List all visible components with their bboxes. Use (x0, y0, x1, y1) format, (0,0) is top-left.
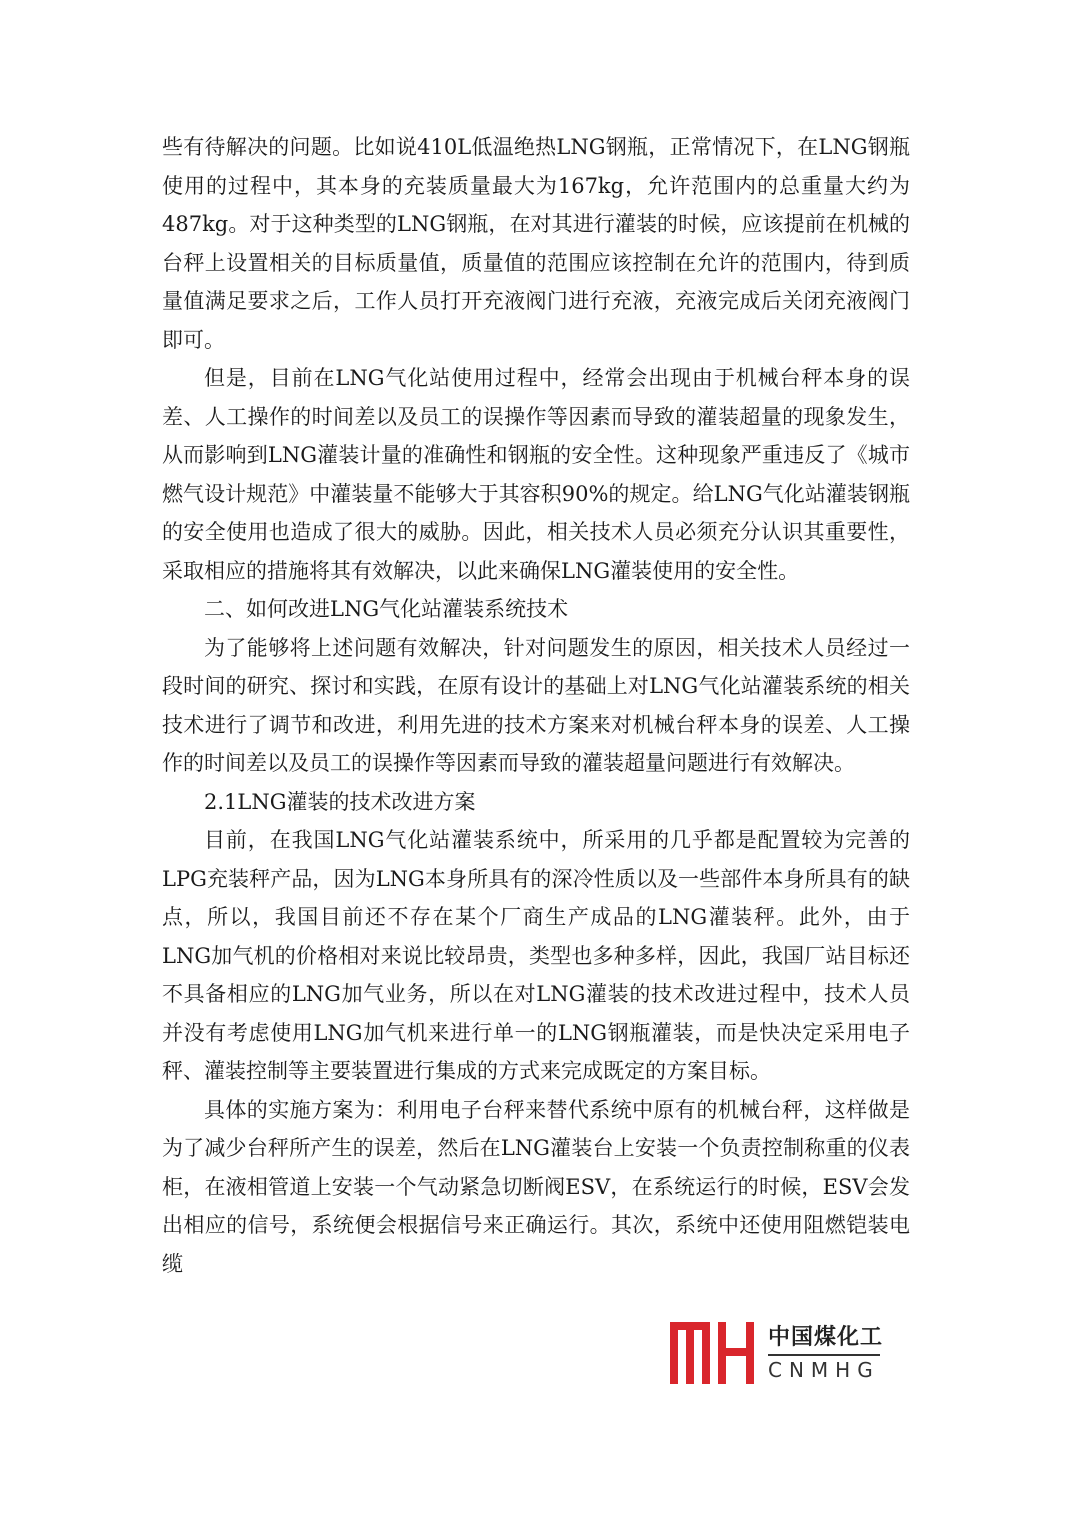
body-text (162, 128, 910, 1283)
paragraph-filling-issue: 但是，目前在LNG气化站使用过程中，经常会出现由于机械台秤本身的误差、人工操作的时间差以及员工的误操作等因素而导致的灌装超量的现象发生，从而影响到LNG灌装计量的准确性和钢瓶的安全性。这种现象严重违反了《城市燃气设计规范》中灌装量不能够大于其容积90%的规定。给LNG气化站灌装钢瓶的安全使用也造成了很大的威胁。因此，相关技术人员必须充分认识其重要性，采取相应的措施将其有效解决，以此来确保LNG灌装使用的安全性。 (162, 366, 910, 583)
logo-divider (768, 1354, 880, 1356)
logo-name-cn: 中国煤化工 (768, 1325, 884, 1350)
subsection-heading-2-1: 2.1LNG灌装的技术改进方案 (204, 789, 476, 814)
watermark-logo (668, 1314, 888, 1388)
paragraph-implementation: 具体的实施方案为：利用电子台秤来替代系统中原有的机械台秤，这样做是为了减少台秤所产生的误差，然后在LNG灌装台上安装一个负责控制称重的仪表柜，在液相管道上安装一个气动紧急切断阀ESV，在系统运行的时候，ESV会发出相应的信号，系统便会根据信号来正确运行。其次，系统中还使用阻燃铠装电缆 (162, 1097, 910, 1276)
paragraph-improvement-intro: 为了能够将上述问题有效解决，针对问题发生的原因，相关技术人员经过一段时间的研究、探讨和实践，在原有设计的基础上对LNG气化站灌装系统的相关技术进行了调节和改进，利用先进的技术方案来对机械台秤本身的误差、人工操作的时间差以及员工的误操作等因素而导致的灌装超量问题进行有效解决。 (162, 635, 910, 775)
section-heading-2: 二、如何改进LNG气化站灌装系统技术 (204, 597, 569, 621)
paragraph-continuation: 些有待解决的问题。比如说410L低温绝热LNG钢瓶，正常情况下，在LNG钢瓶使用的过程中，其本身的充装质量最大为167kg，允许范围内的总重量大约为487kg。对于这种类型的LNG钢瓶，在对其进行灌装的时候，应该提前在机械的台秤上设置相关的目标质量值，质量值的范围应该控制在允许的范围内，待到质量值满足要求之后，工作人员打开充液阀门进行充液，充液完成后关闭充液阀门即可。 (162, 135, 910, 352)
paragraph-current-status: 目前，在我国LNG气化站灌装系统中，所采用的几乎都是配置较为完善的LPG充装秤产品，因为LNG本身所具有的深冷性质以及一些部件本身所具有的缺点，所以，我国目前还不存在某个厂商生产成品的LNG灌装秤。此外，由于LNG加气机的价格相对来说比较昂贵，类型也多种多样，因此，我国厂站目标还不具备相应的LNG加气业务，所以在对LNG灌装的技术改进过程中，技术人员并没有考虑使用LNG加气机来进行单一的LNG钢瓶灌装，而是快决定采用电子秤、灌装控制等主要装置进行集成的方式来完成既定的方案目标。 (162, 828, 910, 1083)
logo-name-en: CNMHG (768, 1358, 880, 1382)
logo-mark-icon (668, 1316, 760, 1386)
